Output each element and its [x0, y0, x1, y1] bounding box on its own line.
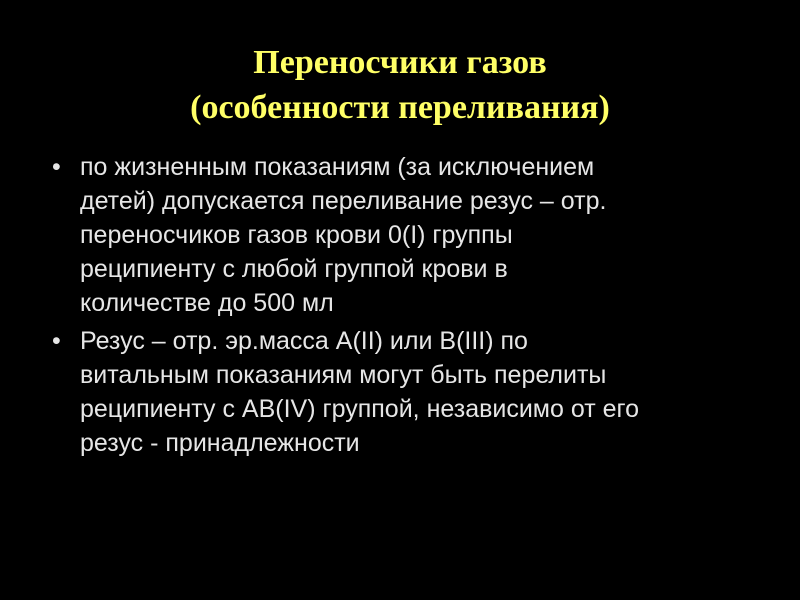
- bullet-text-line: витальным показаниям могут быть перелиты: [80, 361, 607, 389]
- slide-title-line-2: (особенности переливания): [190, 89, 610, 126]
- bullet-text-line: реципиенту с любой группой крови в: [80, 255, 508, 283]
- bullet-marker: •: [52, 153, 61, 181]
- bullet-item-1: [48, 150, 748, 320]
- bullet-text-line: по жизненным показаниям (за исключением: [80, 153, 595, 181]
- bullet-text-line: детей) допускается переливание резус – отр.: [80, 187, 607, 215]
- bullet-text-line: Резус – отр. эр.масса A(II) или B(III) по: [80, 327, 528, 355]
- bullet-list: [48, 150, 748, 464]
- bullet-marker: •: [52, 327, 61, 355]
- bullet-item-2: [48, 324, 748, 460]
- bullet-text-line: реципиенту с AB(IV) группой, независимо от его: [80, 395, 639, 423]
- bullet-text-line: количестве до 500 мл: [80, 289, 334, 317]
- slide-title-line-1: Переносчики газов: [253, 44, 547, 81]
- slide-title: [0, 40, 800, 130]
- bullet-text-line: резус - принадлежности: [80, 429, 360, 457]
- bullet-text-line: переносчиков газов крови 0(I) группы: [80, 221, 513, 249]
